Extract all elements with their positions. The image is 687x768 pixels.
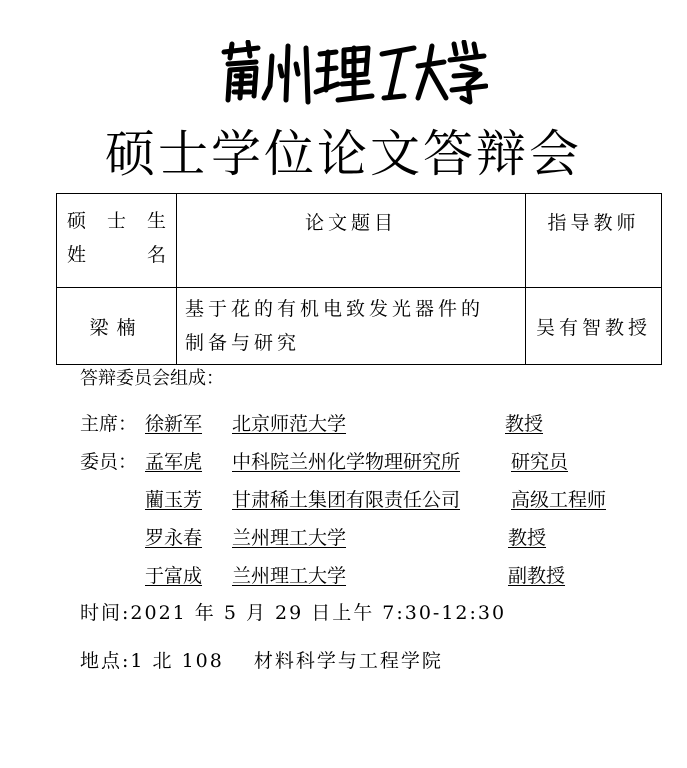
member-institution: 北京师范大学 xyxy=(232,413,347,435)
advisor-header: 指导教师 xyxy=(526,194,662,288)
defense-time xyxy=(80,598,506,625)
page-title: 硕士学位论文答辩会 xyxy=(105,125,582,183)
committee-member-row xyxy=(0,447,687,473)
header-char: 姓 xyxy=(67,244,87,266)
member-title: 副教授 xyxy=(508,565,566,587)
committee-member-row xyxy=(0,485,687,511)
member-name: 于富成 xyxy=(145,565,203,587)
header-char: 生 xyxy=(146,210,166,232)
header-char: 名 xyxy=(146,244,166,266)
member-title: 教授 xyxy=(505,413,544,435)
university-calligraphy-logo xyxy=(218,40,488,106)
committee-member-row xyxy=(0,523,687,549)
place-school: 材料科学与工程学院 xyxy=(253,650,443,672)
thesis-topic-header: 论文题目 xyxy=(177,194,526,288)
time-label: 时间: xyxy=(80,602,131,624)
committee-label: 答辩委员会组成： xyxy=(80,368,224,389)
member-name: 徐新军 xyxy=(145,413,203,435)
time-value: 2021 年 5 月 29 日上午 7:30-12:30 xyxy=(130,602,507,624)
member-name: 孟军虎 xyxy=(145,451,203,473)
chair-role-label: 主席： xyxy=(80,413,138,435)
defense-place xyxy=(80,646,443,673)
member-title: 高级工程师 xyxy=(511,489,607,511)
member-institution: 中科院兰州化学物理研究所 xyxy=(232,451,461,473)
student-name: 梁楠 xyxy=(57,288,177,365)
member-title: 研究员 xyxy=(511,451,569,473)
thesis-topic-line: 基于花的有机电致发光器件的 xyxy=(185,298,485,320)
header-char: 硕 xyxy=(67,210,87,232)
student-name-header xyxy=(57,194,177,288)
member-name: 罗永春 xyxy=(145,527,203,549)
thesis-topic-line: 制备与研究 xyxy=(185,332,301,354)
calligraphy-logo-graphic xyxy=(218,40,488,106)
place-label: 地点: xyxy=(80,650,131,672)
committee-member-row xyxy=(0,409,687,435)
thesis-info-table xyxy=(56,193,662,365)
place-room: 1 北 108 xyxy=(130,650,224,672)
thesis-topic xyxy=(177,288,526,365)
member-role-label: 委员： xyxy=(80,451,138,473)
member-title: 教授 xyxy=(508,527,547,549)
member-institution: 甘肃稀土集团有限责任公司 xyxy=(232,489,461,511)
header-char: 士 xyxy=(106,210,126,232)
member-institution: 兰州理工大学 xyxy=(232,527,347,549)
member-name: 藺玉芳 xyxy=(145,489,203,511)
advisor-name: 吴有智教授 xyxy=(526,288,662,365)
table-row xyxy=(57,288,662,365)
committee-member-row xyxy=(0,561,687,587)
member-institution: 兰州理工大学 xyxy=(232,565,347,587)
table-header-row xyxy=(57,194,662,288)
